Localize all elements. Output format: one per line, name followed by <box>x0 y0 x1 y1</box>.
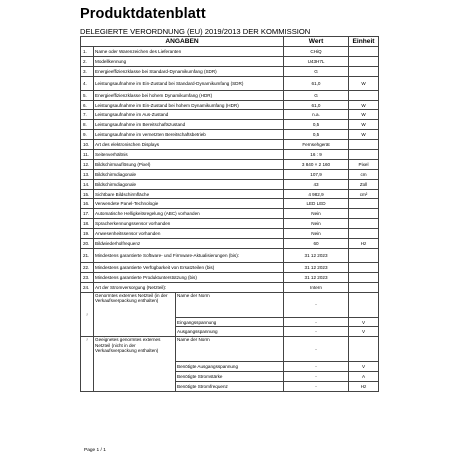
datasheet-table <box>80 36 379 392</box>
row-unit: W <box>349 120 379 130</box>
row-label: Art der Stromversorgung (Netzteil): <box>94 282 284 292</box>
row-unit: cm <box>349 169 379 179</box>
row-label: Leistungsaufnahme im Bereitschaftszustand <box>94 120 284 130</box>
row-unit: W <box>349 130 379 140</box>
row-unit: Hz <box>349 239 379 249</box>
table-row <box>81 199 379 209</box>
row-number: 9. <box>81 130 94 140</box>
psu-internal-name-label: Name der Norm <box>176 292 284 317</box>
row-number: 12. <box>81 159 94 169</box>
row-label: Energieeffizienzklasse bei hohem Dynamikumfang (HDR) <box>94 90 284 100</box>
row-label: Mindestens garantierte Verfügbarkeit von Ersatzteilen (bis) <box>94 262 284 272</box>
psu-external-row-unit: V <box>349 362 379 372</box>
psu-external-row-label: Benötigte Ausgangsspannung <box>176 362 284 372</box>
row-unit <box>349 47 379 57</box>
row-label: Modellkennung <box>94 56 284 66</box>
row-unit: W <box>349 100 379 110</box>
row-label: Art des elektronischen Displays <box>94 140 284 150</box>
psu-external-row-label: Benötigte Stromstärke <box>176 372 284 382</box>
table-row <box>81 292 379 317</box>
row-value: 4 982,9 <box>284 189 349 199</box>
row-unit <box>349 140 379 150</box>
psu-external-name-label: Name der Norm <box>176 337 284 362</box>
row-value: Nein <box>284 229 349 239</box>
row-label: Bildschirmauflösung (Pixel) <box>94 159 284 169</box>
psu-internal-row-label: Eingangsspannung <box>176 317 284 327</box>
row-label: Mindestens garantierte Produktunterstützung (bis) <box>94 272 284 282</box>
table-row <box>81 159 379 169</box>
row-value: Intern <box>284 282 349 292</box>
row-number: 3. <box>81 66 94 76</box>
row-value: 3 840 × 2 160 <box>284 159 349 169</box>
psu-internal-row-unit: V <box>349 327 379 337</box>
table-row <box>81 219 379 229</box>
page-title: Produktdatenblatt <box>80 6 206 22</box>
row-unit <box>349 56 379 66</box>
psu-external-section <box>81 337 379 392</box>
psu-internal-section <box>81 292 379 337</box>
table-row <box>81 120 379 130</box>
row-number: 19. <box>81 229 94 239</box>
row-number: 17. <box>81 209 94 219</box>
row-value: 61,0 <box>284 76 349 90</box>
row-unit <box>349 66 379 76</box>
row-unit <box>349 90 379 100</box>
table-row <box>81 56 379 66</box>
row-label: Seitenverhältnis <box>94 150 284 160</box>
table-row <box>81 189 379 199</box>
psu-internal-label: Genormtes externes Netzteil (in der Verkaufsverpackung enthalten) <box>94 292 176 337</box>
row-label: Bildwiederholfrequenz <box>94 239 284 249</box>
table-row <box>81 130 379 140</box>
row-label: Verwendete Panel-Technologie <box>94 199 284 209</box>
row-value: G <box>284 90 349 100</box>
psu-internal-row-label: Ausgangsspannung <box>176 327 284 337</box>
table-row <box>81 179 379 189</box>
row-value: 16 : 9 <box>284 150 349 160</box>
row-number: 24. <box>81 282 94 292</box>
row-unit <box>349 219 379 229</box>
psu-internal-row-value: - <box>284 327 349 337</box>
psu-internal-row-value: - <box>284 317 349 327</box>
row-value: n.a. <box>284 110 349 120</box>
row-unit <box>349 199 379 209</box>
row-unit <box>349 209 379 219</box>
row-label: Anwesenheitssensor vorhanden <box>94 229 284 239</box>
row-number: 4. <box>81 76 94 90</box>
table-row <box>81 239 379 249</box>
row-label: Spracherkennungssensor vorhanden <box>94 219 284 229</box>
row-number: 11. <box>81 150 94 160</box>
table-row <box>81 100 379 110</box>
row-value: 60 <box>284 239 349 249</box>
row-label: Mindestens garantierte Software- und Firmware-Aktualisierungen (bis): <box>94 248 284 262</box>
row-value: U43H7L <box>284 56 349 66</box>
header-angaben: ANGABEN <box>81 37 284 47</box>
row-unit <box>349 248 379 262</box>
table-row <box>81 272 379 282</box>
row-unit <box>349 262 379 272</box>
row-number: 22. <box>81 262 94 272</box>
row-number: 2. <box>81 56 94 66</box>
row-value: 107,9 <box>284 169 349 179</box>
table-row <box>81 282 379 292</box>
table-row <box>81 229 379 239</box>
row-value: 31 12 2023 <box>284 248 349 262</box>
row-value: 0,5 <box>284 130 349 140</box>
row-unit: W <box>349 110 379 120</box>
row-number: 23. <box>81 272 94 282</box>
row-unit: Zoll <box>349 179 379 189</box>
row-value: 61,0 <box>284 100 349 110</box>
row-value: Nein <box>284 209 349 219</box>
table-row <box>81 66 379 76</box>
row-number: 8. <box>81 120 94 130</box>
row-unit: Pixel <box>349 159 379 169</box>
page-footer: Page 1 / 1 <box>84 448 106 453</box>
row-number: 16. <box>81 199 94 209</box>
row-label: Leistungsaufnahme im Ein-Zustand bei hohem Dynamikumfang (HDR) <box>94 100 284 110</box>
row-label: Leistungsaufnahme im Aus-Zustand <box>94 110 284 120</box>
row-value: 31 12 2023 <box>284 262 349 272</box>
table-header-row <box>81 37 379 47</box>
row-unit <box>349 150 379 160</box>
psu-external-row-label: Benötigte Stromfrequenz <box>176 382 284 392</box>
row-number: 6. <box>81 100 94 110</box>
row-number: 13. <box>81 169 94 179</box>
psu-external-name-value: - <box>284 337 349 362</box>
bullet-marker: ⱼ <box>81 292 94 337</box>
psu-external-label: Geeignetes genormtes externes Netzteil (nicht in der Verkaufsverpackung enthalten) <box>94 337 176 392</box>
row-number: 10. <box>81 140 94 150</box>
row-label: Name oder Warenzeichen des Lieferanten <box>94 47 284 57</box>
row-label: Leistungsaufnahme im Ein-Zustand bei Standard-Dynamikumfang (SDR) <box>94 76 284 90</box>
row-unit <box>349 272 379 282</box>
table-row <box>81 262 379 272</box>
table-row <box>81 76 379 90</box>
row-label: Leistungsaufnahme im vernetzten Bereitschaftsbetrieb <box>94 130 284 140</box>
row-value: 43 <box>284 179 349 189</box>
row-label: Bildschirmdiagonale <box>94 169 284 179</box>
psu-internal-row-unit: V <box>349 317 379 327</box>
table-row <box>81 169 379 179</box>
table-row <box>81 140 379 150</box>
regulation-subtitle: DELEGIERTE VERORDNUNG (EU) 2019/2013 DER KOMMISSION <box>80 27 311 36</box>
row-unit: cm² <box>349 189 379 199</box>
psu-external-row-value: - <box>284 382 349 392</box>
row-value: Fernsehgerät <box>284 140 349 150</box>
table-row <box>81 90 379 100</box>
table-row <box>81 47 379 57</box>
row-value: 0,5 <box>284 120 349 130</box>
row-value: LED LED <box>284 199 349 209</box>
row-number: 7. <box>81 110 94 120</box>
table-row <box>81 209 379 219</box>
row-unit <box>349 282 379 292</box>
psu-external-row-value: - <box>284 372 349 382</box>
row-value: G <box>284 66 349 76</box>
table-row <box>81 110 379 120</box>
row-number: 14. <box>81 179 94 189</box>
row-label: Automatische Helligkeitsregelung (ABC) vorhanden <box>94 209 284 219</box>
psu-external-row-unit: A <box>349 372 379 382</box>
row-value: Nein <box>284 219 349 229</box>
bullet-marker: ⱼ <box>81 337 94 392</box>
row-unit: W <box>349 76 379 90</box>
table-row <box>81 337 379 362</box>
row-number: 18. <box>81 219 94 229</box>
row-number: 21. <box>81 248 94 262</box>
row-number: 20. <box>81 239 94 249</box>
header-wert: Wert <box>284 37 349 47</box>
table-row <box>81 150 379 160</box>
row-number: 1. <box>81 47 94 57</box>
psu-internal-name-value: - <box>284 292 349 317</box>
row-value: CHiQ <box>284 47 349 57</box>
psu-external-row-unit: Hz <box>349 382 379 392</box>
row-number: 15. <box>81 189 94 199</box>
row-label: Sichtbare Bildschirmfläche <box>94 189 284 199</box>
row-unit <box>349 229 379 239</box>
table-row <box>81 248 379 262</box>
datasheet-rows <box>81 47 379 293</box>
row-label: Energieeffizienzklasse bei Standard-Dynamikumfang (SDR) <box>94 66 284 76</box>
psu-external-row-value: - <box>284 362 349 372</box>
row-value: 31 12 2023 <box>284 272 349 282</box>
row-number: 5. <box>81 90 94 100</box>
row-label: Bildschirmdiagonale <box>94 179 284 189</box>
header-einheit: Einheit <box>349 37 379 47</box>
